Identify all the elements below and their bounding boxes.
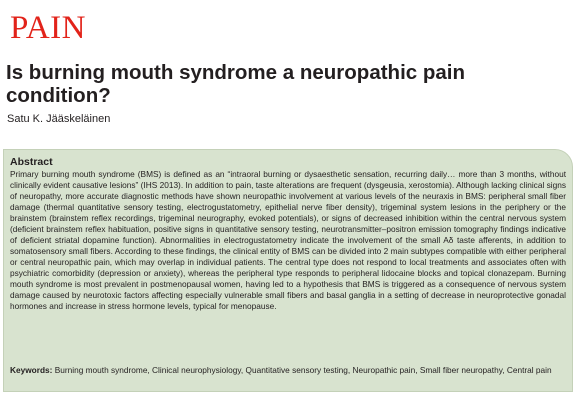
abstract-text: Primary burning mouth syndrome (BMS) is defined as an “intraoral burning or dysaesthetic sensation, recurring daily… more than 3 months, without clinically evident causative lesions” (IHS 2013). In addition to pain, taste alterations are frequent (dysgeusia, xerostomia). Although lacking clinical signs of neuropathy, more accurate diagnostic methods have shown neuropathic involvement at various levels of the neuraxis in BMS: peripheral small fiber damage (thermal quantitative sensory testing, electrogustatometry, epithelial nerve fiber density), trigeminal system lesions in the periphery or the brainstem (brainstem reflex recordings, trigeminal neurography, evoked potentials), or signs of decreased inhibition within the central nervous system (deficient brainstem reflex habituation, positive signs in quantitative sensory testing, neurotransmitter–positron emission tomography findings indicative of deficient striatal dopamine function). Abnormalities in electrogustatometry indicate the involvement of the small Aδ taste afferents, in addition to somatosensory small fibers. According to these findings, the clinical entity of BMS can be divided into 2 main subtypes compatible with either peripheral or central neuropathic pain, which may overlap in individual patients. The central type does not respond to local treatments and associates often with psychiatric comorbidity (depression or anxiety), whereas the peripheral type responds to peripheral lidocaine blocks and topical clonazepam. Burning mouth syndrome is most prevalent in postmenopausal women, having led to a hypothesis that BMS is triggered as a consequence of nervous system damage caused by neurotoxic factors affecting especially vulnerable small fibers and basal ganglia in a setting of decrease in neuroprotective gonadal hormones and increase in stress hormone levels, typical for menopause.: [10, 169, 566, 311]
article-title: Is burning mouth syndrome a neuropathic pain condition?: [6, 61, 466, 107]
keywords-list: Burning mouth syndrome, Clinical neurophysiology, Quantitative sensory testing, Neuropathic pain, Small fiber neuropathy, Central pain: [54, 365, 552, 375]
keywords-label: Keywords:: [10, 365, 53, 375]
abstract-box: [3, 149, 573, 392]
keywords: [10, 365, 566, 376]
journal-logo: PAIN: [10, 10, 86, 46]
abstract-heading: Abstract: [10, 156, 53, 168]
article-author: Satu K. Jääskeläinen: [7, 113, 111, 125]
